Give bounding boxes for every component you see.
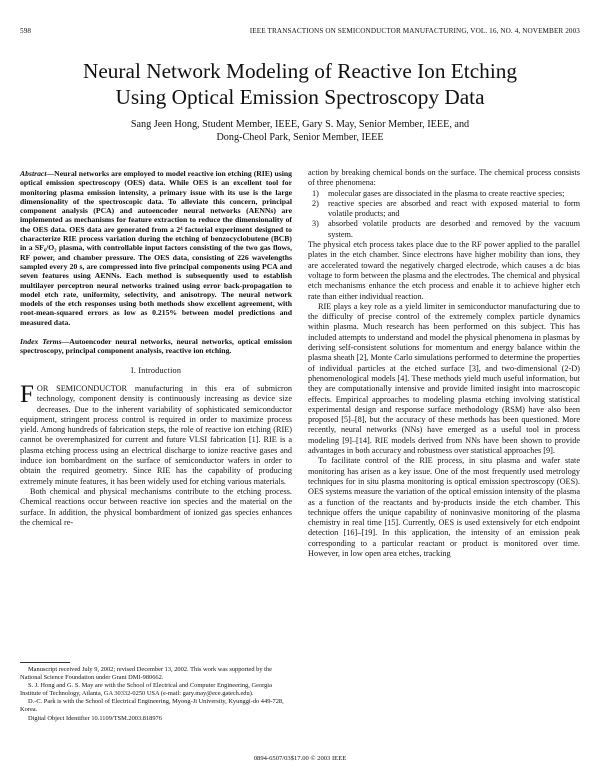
- journal-name: IEEE TRANSACTIONS ON SEMICONDUCTOR MANUFACTURING, VOL. 16, NO. 4, NOVEMBER 2003: [249, 27, 580, 35]
- introduction: [20, 380, 292, 528]
- list-number: 2): [312, 198, 319, 208]
- list-number: 1): [312, 188, 319, 198]
- right-paragraph-0: action by breaking chemical bonds on the surface. The chemical process consists of three phenomena:: [308, 168, 580, 188]
- right-paragraph-2: RIE plays a key role as a yield limiter in semiconductor manufacturing due to the difficulty of precise control of the extremely complex particle dynamics within plasma. Much research has been performed on this subject. This has included attempts to understand and model the physical phenomena in plasmas by deriving self-consistent solutions for momentum and energy balance within the plasma sheath [2], Monte Carlo simulations performed to determine the properties of individual particles at the etched surface [3], and two-dimensional (2-D) phenomenological models [4]. These methods yield much useful information, but they are computationally intensive and provide limited insight into macroscopic effects. Empirical approaches to modeling plasma etching involving statistical experimental design and response surface methodology (RSM) have also been proposed [5]–[8], but the accuracy of these methods has been questioned. More recently, neural networks (NNs) have emerged as a useful tool in process modeling [9]–[14]. RIE models derived from NNs have been shown to provide advantages in both accuracy and robustness over statistical approaches [9].: [308, 301, 580, 456]
- right-column: [308, 168, 580, 559]
- list-text: absorbed volatile products are desorbed and removed by the vacuum system.: [328, 219, 580, 239]
- footnotes: [20, 666, 292, 723]
- paper-title: [20, 58, 580, 110]
- author-list: [40, 119, 560, 145]
- footnote-author-1: S. J. Hong and G. S. May are with the School of Electrical and Computer Engineering, Georgia Institute of Technology, Atlanta, GA 30332-0250 USA (e-mail: gary.may@ece.gatech.edu).: [20, 682, 272, 698]
- footnote-received: Manuscript received July 9, 2002; revised December 13, 2002. This work was supported by the National Science Foundation under Grant DMI-980662.: [20, 666, 272, 682]
- abstract: [20, 169, 292, 327]
- title-line-2: Using Optical Emission Spectroscopy Data: [115, 85, 485, 109]
- authors-line-2: Dong-Cheol Park, Senior Member, IEEE: [216, 131, 384, 143]
- intro-paragraph-2: Both chemical and physical mechanisms contribute to the etching process. Chemical reactions occur between reactive ion species and the material on the surface. In addition, the physical bombardment of ionized gas species enhances the chemical re-: [20, 486, 292, 527]
- list-text: reactive species are absorbed and react with exposed material to form volatile products; and: [328, 198, 580, 219]
- intro-paragraph-1: [20, 380, 292, 487]
- footnote-author-2: D.-C. Park is with the School of Electrical Engineering, Myong-Ji University, Kyunggi-do 449-728, Korea.: [20, 698, 284, 714]
- index-terms: [20, 337, 292, 356]
- list-number: 3): [312, 219, 319, 229]
- authors-line-1: Sang Jeen Hong, Student Member, IEEE, Gary S. May, Senior Member, IEEE, and: [130, 119, 470, 130]
- list-item: [308, 189, 580, 199]
- section-heading: I. Introduction: [130, 365, 182, 375]
- index-terms-label: Index Terms—: [20, 337, 70, 347]
- intro-paragraph-1-text: OR SEMICONDUCTOR manufacturing in this era of submicron technology, component density is continuously increasing as device size decreases. Due to the inherent variability of sophisticated semiconductor equipment, stringent process control is required in order to maximize process yield. Among hundreds of fabrication steps, the role of reactive ion etching (RIE) cannot be overemphasized for current and future VLSI fabrication [1]. RIE is a plasma etching process using an electrical discharge to ionize reactive gases and induce ion bombardment on the surface of semiconductor wafers in order to obtain the required geometry. Since RIE has the capability of producing extremely minute features, it has been widely used for etching various materials.: [20, 383, 292, 486]
- footnote-rule: [20, 662, 70, 663]
- title-line-1: Neural Network Modeling of Reactive Ion Etching: [82, 59, 518, 83]
- page-number: 598: [20, 27, 32, 35]
- index-terms-text: Autoencoder neural networks, neural networks, optical emission spectroscopy, principal component analysis, reactive ion etching.: [20, 337, 293, 356]
- left-column: [20, 169, 292, 528]
- abstract-label: Abstract—: [20, 169, 55, 178]
- abstract-text: Neural networks are employed to model reactive ion etching (RIE) using optical emission spectroscopy (OES) data. While OES is an excellent tool for monitoring plasma emission intensity, a primary issue with its use is the large dimensionality of the spectroscopic data. To alleviate this concern, principal component analysis (PCA) and autoencoder neural networks (AENNs) are implemented as mechanisms for feature extraction to reduce the dimensionality of the OES data. OES data are generated from a 2⁴ factorial experiment designed to characterize RIE process variation during the etching of benzocyclobutene (BCB) in a SF₆/O₂ plasma, with controllable input factors consisting of the two gas flows, RF power, and chamber pressure. The OES data, consisting of 226 wavelengths sampled every 20 s, are compressed into five principal components using PCA and seven features using AENNs. Each method is subsequently used to establish multilayer perceptron neural networks trained using error back-propagation to model etch rate, uniformity, selectivity, and anisotropy. The neural network models of the etch responses using both methods show excellent agreement, with root-mean-squared errors as low as 0.215% between model predictions and measured data.: [20, 169, 292, 327]
- list-text: molecular gases are dissociated in the plasma to create reactive species;: [328, 188, 565, 198]
- drop-cap: F: [20, 380, 34, 408]
- phenomena-list: [308, 189, 580, 240]
- list-item: [308, 199, 580, 220]
- copyright-footer: 0894-6507/03$17.00 © 2003 IEEE: [253, 755, 347, 762]
- list-item: [308, 219, 580, 240]
- footnote-doi: Digital Object Identifier 10.1109/TSM.2003.818976: [28, 714, 162, 722]
- right-paragraph-3: To facilitate control of the RIE process, in situ plasma and wafer state monitoring has arisen as a key issue. One of the most frequently used metrology techniques for in situ plasma monitoring is optical emission spectroscopy (OES). OES systems measure the variation of the optical emission intensity of the plasma as a function of the reactants and by-products inside the etch chamber. This technique offers the unique capability of noninvasive monitoring of the plasma chemistry in real time [15]. Currently, OES is used extensively for etch endpoint detection [16]–[19]. In this application, the intensity of an emission peak corresponding to a particular reactant or product is monitored over time. However, in low open area etches, tracking: [308, 456, 580, 558]
- right-paragraph-1: The physical etch process takes place due to the RF power applied to the parallel plates in the etch chamber. Since electrons have higher mobility than ions, they are accelerated toward the negatively charged electrode, which causes a dc bias voltage to form between the plasma and the electrodes. The chemical and physical etch mechanisms enhance the etch process and enable it to achieve higher etch rate than either individual reaction.: [308, 240, 580, 301]
